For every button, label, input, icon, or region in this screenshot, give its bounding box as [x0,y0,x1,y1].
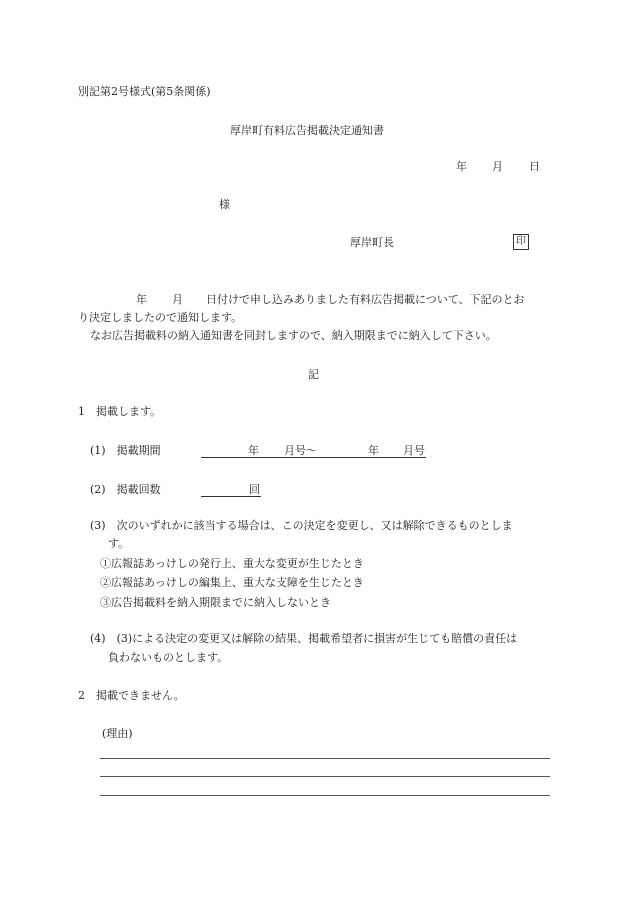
body-line3: なお広告掲載料の納入通知書を同封しますので、納入期限までに納入して下さい。 [90,329,497,342]
period-label: (1) 掲載期間 [90,444,161,457]
item4-line2: 負わないものとします。 [108,651,229,664]
body-month: 月 [172,293,183,306]
count-unit: 回 [249,483,260,496]
body-year: 年 [136,293,147,306]
item3-line2: す。 [108,537,130,550]
period-to-year: 年 [368,444,379,457]
reason-line-1 [100,758,550,759]
period-from-year: 年 [248,444,259,457]
addressee-honorific: 様 [219,198,230,211]
date-day: 日 [529,160,540,173]
count-label: (2) 掲載回数 [90,483,161,496]
condition-1: ①広報誌あっけしの発行上、重大な変更が生じたとき [100,557,364,570]
body-line1: 日付けで申し込みありました有料広告掲載について、下記のとお [206,293,525,306]
document-title: 厚岸町有料広告掲載決定通知書 [230,124,384,137]
reason-label: (理由) [102,727,133,740]
reason-line-2 [100,776,550,777]
period-from-month: 月号～ [284,444,317,457]
date-month: 月 [492,160,503,173]
sender-name: 厚岸町長 [350,236,394,249]
form-label: 別記第2号様式(第5条関係) [78,85,211,98]
section1-heading: 1 掲載します。 [78,405,162,418]
condition-2: ②広報誌あっけしの編集上、重大な支障を生じたとき [100,576,364,589]
period-to-month: 月号 [403,444,425,457]
body-line2: り決定しましたので通知します。 [78,311,243,324]
date-year: 年 [456,160,467,173]
seal-mark: 印 [513,234,529,250]
item3-line1: (3) 次のいずれかに該当する場合は、この決定を変更し、又は解除できるものとしま [90,519,513,532]
reason-line-3 [100,795,550,796]
section2-heading: 2 掲載できません。 [78,689,185,702]
condition-3: ③広告掲載料を納入期限までに納入しないとき [100,596,331,609]
ki-heading: 記 [308,368,319,381]
item4-line1: (4) (3)による決定の変更又は解除の結果、掲載希望者に損害が生じても賠償の責任は [90,632,518,645]
